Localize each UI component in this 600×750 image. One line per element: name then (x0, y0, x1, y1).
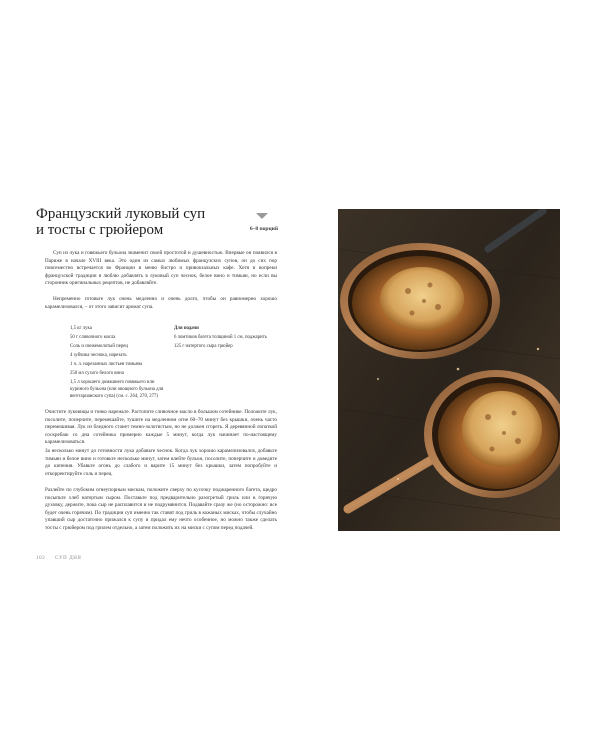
intro-paragraph: Суп из лука и говяжьего бульона знаменит своей простотой и душевностью. Впервые он появился в Париже в начале XVIII века. Это один из самых любимых французских супов, он до сих пор повсеместно встречается во Франции в меню бистро и привокзальных кафе. Хотя и вопреки французской традиции я люблю добавлять в луковый суп чеснок, белое вино и тимьян, но если вы сторонник оригинальных рецептов, не добавляйте. (45, 250, 277, 287)
method-step-3: Разлейте по глубоким огнеупорным мискам, положите сверху по кусочку поджаренного багета, щедро посыпьте хлеб натертым сыром. Поставьте под предварительно разогретый гриль или в горячую духовку, держите, пока сыр не расплавится и не подрумянится. Подавайте сразу же (но осторожно: все будет очень горячим). По традиции суп именно так ставят под гриль в кожаных мисках, чтобы случайно упавший сыр достаточно прижался к супу и придал ему нечто особенное, но можно также сделать тосты с грюйером под грилем отдельно, а затем положить их на миски с супом перед подачей. (45, 487, 277, 531)
soup-photo (338, 209, 560, 531)
page-footer (36, 556, 81, 561)
recipe-title-line-1: Французский луковый суп (36, 206, 206, 222)
ingredient-item: 1 ч. л. нарезанных листьев тимьяна (70, 361, 143, 367)
section-name: СУП ДНЯ (55, 556, 82, 561)
serving-item: 125 г натертого сыра грюйер (174, 343, 233, 349)
ingredient-item: 50 г сливочного масла (70, 334, 116, 340)
ingredients-list (70, 326, 166, 402)
intro-paragraph-2: Непременно готовьте лук очень медленно и очень долго, чтобы он равномерно хорошо карамелизовался, – от этого зависит аромат супа. (45, 296, 277, 310)
ingredient-item: 250 мл сухого белого вина (70, 370, 124, 376)
portions-label: 6–8 порций (249, 226, 278, 232)
ingredient-item: Соль и свежемолотый перец (70, 343, 128, 349)
recipe-title (36, 206, 246, 238)
page-number: 102 (36, 556, 46, 561)
serving-list (174, 326, 278, 353)
ingredient-item: 1,5 кг лука (70, 326, 92, 331)
method-step-1: Очистите луковицы и тонко нарежьте. Растопите сливочное масло в большом сотейнике. Положите лук, посолите, поперчите, перемешайте, тушите на медленном огне 60–70 минут без крышки, очень часто перемешивая. Лук из бледного станет темно-золотистым, но не должен сгореть. Я деревянной лопаткой соскребаю со дна сотейника примерно каждые 5 минут, когда лук начинает по-настоящему карамелизоваться. (45, 409, 277, 446)
serving-item: 6 ломтиков багета толщиной 1 см, поджарить (174, 334, 267, 340)
ingredient-item: 1,5 л хорошего домашнего говяжьего или куриного бульона (или овощного бульона для вегетарианского супа) (см. с. 264, 270, 277) (70, 379, 164, 399)
method-step-2: За несколько минут до готовности лука добавьте чеснок. Когда лук хорошо карамелизовался, добавьте тимьян и белое вино и готовьте несколько минут, затем влейте бульон, посолите, поперчите и доведите до кипения. Убавьте огонь до слабого и варите 15 минут без крышки, затем попробуйте и откорректируйте соль и перец. (45, 448, 277, 477)
ingredient-item: 4 зубчика чеснока, нарезать (70, 352, 127, 358)
soup-photo-illustration (338, 209, 560, 531)
recipe-title-line-2: и тосты с грюйером (36, 222, 164, 238)
ornament-icon (256, 213, 268, 219)
serving-heading: Для подачи (174, 326, 199, 331)
